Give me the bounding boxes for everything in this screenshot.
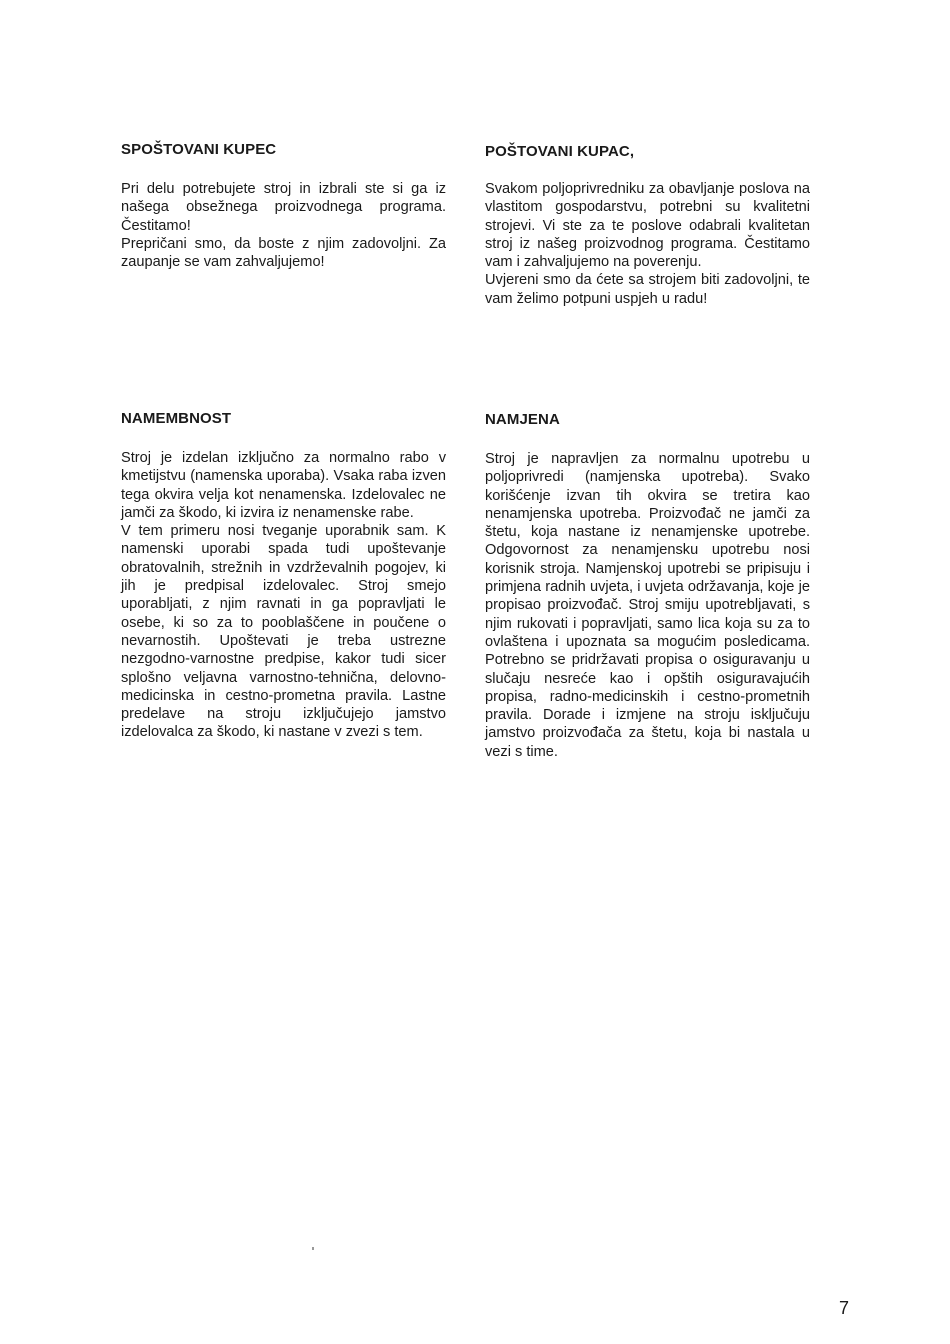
paragraph: Stroj je napravljen za normalnu upotrebu u poljoprivredi (namjenska upotreba). Svako korišćenje izvan tih okvira se tretira kao nenamjenska upotreba. Proizvođač ne jamči za štetu, koja nastane iz nenamjenske upotrebe. Odgovornost za nenamjensku upotrebu nosi korisnik stroja. Namjenskoj upotrebi se pripisuju i primjena radnih uvjeta, i uvjeta održavanja, koje je propisao proizvođač. Stroj smiju upotrebljavati, s njim rukovati i popravljati, samo lica koja su za to ovlaštena i upoznata sa mogućim posledicama. Potrebno se pridržavati propisa o osiguravanju u slučaju nesreće kao i opštih osiguravajućih propisa, radno-medicinskih i cestno-prometnih pravila. Dorade i izmjene na stroju isključuju jamstvo proizvođača za štetu, koja bi nastala u vezi s time. bbox=[485, 451, 810, 760]
page-number: 7 bbox=[839, 1298, 850, 1318]
left-section-greeting bbox=[121, 141, 446, 271]
section-heading: NAMEMBNOST bbox=[121, 410, 232, 427]
paragraph: Svakom poljoprivredniku za obavljanje poslova na vlastitom gospodarstvu, potrebni su kvalitetni strojevi. Vi ste za te poslove odabrali kvalitetan stroj iz našeg proizvodnog programa. Čestitamo vam i zahvaljujemo na poverenju. bbox=[485, 181, 810, 271]
section-body bbox=[485, 450, 810, 761]
left-section-purpose bbox=[121, 410, 446, 742]
section-body bbox=[485, 180, 810, 308]
section-heading: NAMJENA bbox=[485, 411, 560, 428]
section-body bbox=[121, 449, 446, 742]
paragraph: Uvjereni smo da ćete sa strojem biti zadovoljni, te vam želimo potpuni uspjeh u radu! bbox=[485, 272, 810, 307]
right-section-purpose bbox=[485, 411, 810, 761]
paragraph: Pri delu potrebujete stroj in izbrali ste si ga iz našega obsežnega proizvodnega programa. Čestitamo! bbox=[121, 181, 446, 234]
section-body bbox=[121, 180, 446, 271]
section-heading: POŠTOVANI KUPAC, bbox=[485, 143, 635, 160]
right-section-greeting bbox=[485, 143, 810, 308]
paragraph: Stroj je izdelan izključno za normalno rabo v kmetijstvu (namenska uporaba). Vsaka raba izven tega okvira velja kot nenamenska. Izdelovalec ne jamči za škodo, ki izvira iz nenamenske rabe. bbox=[121, 450, 446, 521]
section-heading: SPOŠTOVANI KUPEC bbox=[121, 141, 277, 158]
paragraph: Prepričani smo, da boste z njim zadovoljni. Za zaupanje se vam zahvaljujemo! bbox=[121, 235, 446, 271]
scan-speck bbox=[312, 1247, 314, 1250]
paragraph: V tem primeru nosi tveganje uporabnik sam. K namenski uporabi spada tudi upoštevanje obratovalnih, strežnih in vzdrževalnih pogojev, ki jih je predpisal izdelovalec. Stroj smejo uporabljati, z njim ravnati in ga popravljati le osebe, ki so za to pooblaščene in poučene o nevarnostih. Upoštevati je treba ustrezne nezgodno-varnostne predpise, kakor tudi sicer splošno veljavna varnostno-tehnična, delovno-medicinska in cestno-prometna pravila. Lastne predelave na stroju izključujejo jamstvo izdelovalca za škodo, ki nastane v zvezi s tem. bbox=[121, 523, 446, 741]
